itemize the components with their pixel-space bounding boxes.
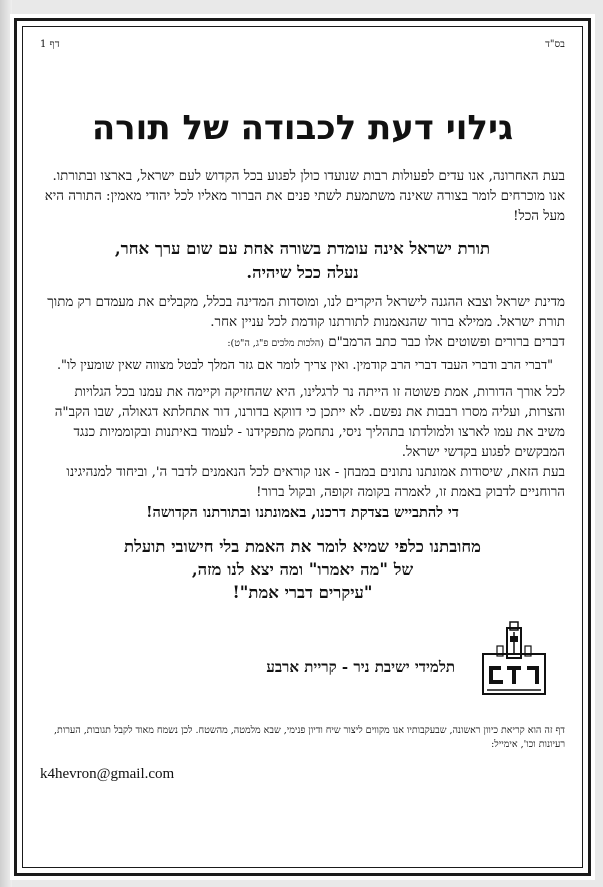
yeshiva-tower-logo-icon bbox=[477, 620, 557, 700]
key-statement-line-1: תורת ישראל אינה עומדת בשורה אחת עם שום ערך אחר, bbox=[114, 239, 491, 259]
rambam-quote: "דברי הרב ודברי העבד דברי הרב קודמין. ואין צריך לומר אם גזר המלך לבטל מצווה שאין שומעין לו". bbox=[56, 358, 553, 374]
signature: תלמידי ישיבת ניר - קריית ארבע bbox=[266, 658, 455, 677]
signature-row bbox=[40, 620, 565, 706]
section2-paragraph-2 bbox=[40, 333, 565, 354]
section3-paragraph-2: בעת הזאת, שיסודות אמונתנו נתונים במבחן - אנו קוראים לכל הנאמנים לדבר ה', וביחוד למנהיגינו הרוחניים לדבוק באמת זו, לאמרה בקומה זקופה, ובקול ברור! bbox=[66, 465, 565, 501]
final-line-1: מחובתנו כלפי שמיא לומר את האמת בלי חישובי תועלת bbox=[124, 537, 481, 557]
page-header bbox=[40, 36, 565, 52]
key-statement-line-2: נעלה ככל שיהיה. bbox=[246, 263, 359, 283]
intro-paragraph-1: בעת האחרונה, אנו עדים לפעולות רבות שנועדו כולן לפגוע בכל הקדוש לעם ישראל, בארצו ובתורתו. bbox=[52, 169, 565, 185]
closing-line: די להתבייש בצדקת דרכנו, באמונתנו ובתורתנו הקדושה! bbox=[146, 504, 459, 522]
rambam-intro-text: דברים ברורים ופשוטים אלו כבר כתב הרמב"ם bbox=[328, 335, 565, 351]
section2-paragraph-1: מדינת ישראל וצבא ההגנה לישראל היקרים לנו, ומוסדות המדינה בכלל, מקבלים את מעמדם רק מתוך תורת ישראל. ממילא ברור שהנאמנות לתורתנו קודמת לכל עניין אחר. bbox=[47, 295, 565, 331]
rambam-reference: (הלכות מלכים פ"ג, ה"ט): bbox=[227, 338, 324, 350]
intro-paragraph-2: אנו מוכרחים לומר בצורה שאינה משתמעת לשתי פנים את הברור מאליו לכל יהודי מאמין: התורה היא מעל הכל! bbox=[44, 189, 565, 225]
header-page-number: דף 1 bbox=[40, 38, 60, 50]
final-line-3: "עיקרים דברי אמת"! bbox=[232, 583, 373, 603]
section3-paragraph-1: לכל אורך הדורות, אמת פשוטה זו הייתה נר לרגלינו, היא שהחזיקה וקיימה את עמנו בכל הגלויות והצרות, ועליה מסרו רבבות את נפשם. לא ייתכן כי דווקא בדורנו, דור אתחלתא דגאולה, שבו הקב"ה משיב את עמו לארצו ולמולדתו בתהליך ניסי, נתחמק מתפקידנו - לעמוד באיתנות ובקוממיות כנגד המבקשים לפגוע בקדשי ישראל. bbox=[54, 385, 565, 461]
key-statement bbox=[40, 237, 565, 285]
document-page bbox=[10, 14, 595, 880]
final-line-2: של "מה יאמרו" ומה יצא לנו מזה, bbox=[191, 560, 414, 580]
page-title: גילוי דעת לכבודה של תורה bbox=[91, 108, 514, 148]
final-statement bbox=[40, 535, 565, 604]
header-right-label: בס"ד bbox=[545, 38, 565, 50]
document-content bbox=[40, 36, 565, 783]
footnote: דף זה הוא קריאת כיוון ראשונה, שבעקבותיו אנו מקווים ליצור שיח ודיון פנימי, שבא מלמטה, מהשטח. לכן נשמח מאוד לקבל תגובות, הערות, רעיונות וכו', אימייל: bbox=[54, 725, 565, 751]
contact-email-link[interactable]: k4hevron@gmail.com bbox=[40, 766, 175, 783]
